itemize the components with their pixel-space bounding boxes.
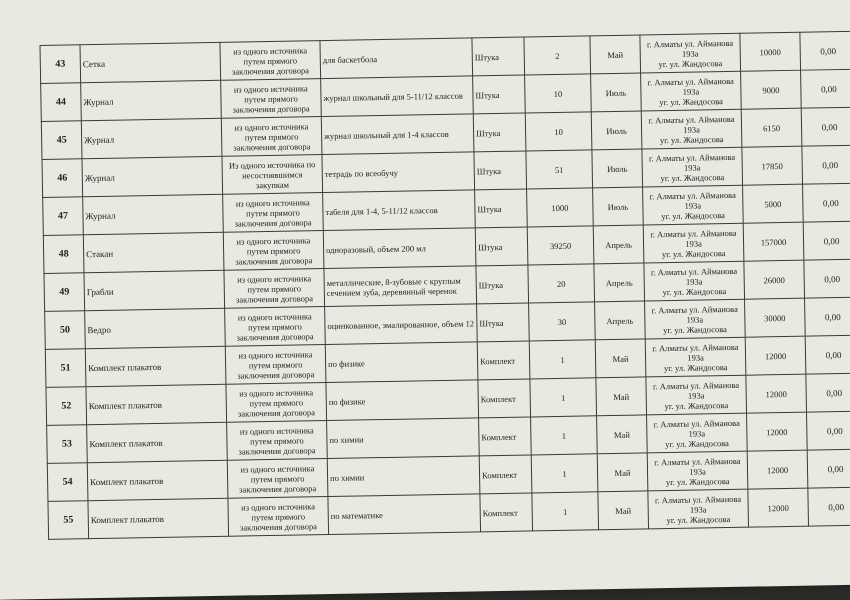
row-number: 48 <box>43 235 84 274</box>
delivery-address-line: г. Алматы ул. Айманова <box>652 341 739 353</box>
procurement-method-cell <box>225 307 326 347</box>
procurement-method-line: заключения договора <box>233 140 311 153</box>
amount: 157000 <box>743 222 804 261</box>
amount: 12000 <box>746 374 807 413</box>
procurement-method-line: путем прямого <box>246 206 300 218</box>
amount: 10000 <box>740 32 801 71</box>
delivery-month: Июль <box>591 73 642 112</box>
procurement-method-line: заключения договора <box>237 406 316 419</box>
delivery-address-line: 193а <box>682 85 700 97</box>
item-description: одноразовый, объем 200 мл <box>323 228 476 269</box>
delivery-address-line: 193а <box>686 313 704 325</box>
delivery-address-cell <box>640 33 741 73</box>
procurement-method-line: путем прямого <box>246 244 301 256</box>
amount: 12000 <box>748 488 809 527</box>
advance-amount: 0,00 <box>805 297 850 336</box>
delivery-address-line: 193а <box>688 427 706 439</box>
delivery-address-line: 193а <box>685 237 702 249</box>
item-name: Сетка <box>80 42 221 82</box>
procurement-method-line: заключения договора <box>235 254 313 267</box>
item-description: по математике <box>328 494 481 535</box>
delivery-address-line: г. Алматы ул. Айманова <box>652 379 740 391</box>
delivery-address-cell <box>643 223 744 263</box>
delivery-address-cell <box>646 375 747 415</box>
item-description: по физике <box>325 342 478 383</box>
delivery-month: Июль <box>592 149 643 188</box>
procurement-method-line: из одного источника <box>239 424 314 437</box>
row-number: 46 <box>42 159 83 198</box>
item-name: Журнал <box>81 80 222 120</box>
row-number: 44 <box>41 83 82 122</box>
procurement-method-line: путем прямого <box>250 434 304 446</box>
advance-amount: 0,00 <box>802 145 850 184</box>
unit-of-measure: Штука <box>475 227 528 266</box>
delivery-month: Май <box>596 377 647 416</box>
quantity: 1 <box>532 492 599 531</box>
delivery-address-line: г. Алматы ул. Айманова <box>647 75 734 87</box>
amount: 12000 <box>745 336 806 375</box>
item-description: табеля для 1-4, 5-11/12 классов <box>323 190 476 231</box>
procurement-method-line: из одного источника <box>239 386 314 399</box>
delivery-address-line: уг. ул. Жандосова <box>660 171 725 183</box>
delivery-month: Май <box>590 35 641 74</box>
unit-of-measure: Штука <box>475 189 528 228</box>
unit-of-measure: Комплект <box>480 493 533 532</box>
procurement-method-line: заключения договора <box>235 292 314 305</box>
delivery-address-line: г. Алматы ул. Айманова <box>650 227 737 239</box>
unit-of-measure: Штука <box>476 265 529 304</box>
row-number: 47 <box>43 197 84 236</box>
advance-amount: 0,00 <box>807 449 850 488</box>
item-name: Комплект плакатов <box>86 384 227 424</box>
procurement-method-cell <box>226 383 327 423</box>
procurement-method-line: путем прямого <box>249 396 304 408</box>
delivery-address-cell <box>645 337 746 377</box>
procurement-method-line: из одного источника <box>237 272 312 285</box>
advance-amount: 0,00 <box>808 487 850 526</box>
procurement-table <box>39 31 850 540</box>
row-number: 49 <box>44 273 85 312</box>
unit-of-measure: Штука <box>474 151 527 190</box>
procurement-method-line: путем прямого <box>250 472 305 484</box>
procurement-method-line: путем прямого <box>243 54 298 66</box>
delivery-address-line: г. Алматы ул. Айманова <box>646 37 734 49</box>
procurement-method-cell <box>223 231 324 271</box>
delivery-address-line: уг. ул. Жандосова <box>665 475 730 487</box>
quantity: 51 <box>526 150 593 189</box>
item-name: Журнал <box>82 156 223 196</box>
procurement-method-cell <box>223 193 324 233</box>
delivery-address-line: г. Алматы ул. Айманова <box>654 455 741 467</box>
item-name: Комплект плакатов <box>87 422 228 462</box>
delivery-address-cell <box>641 109 742 149</box>
delivery-address-line: уг. ул. Жандосова <box>659 95 723 107</box>
delivery-address-line: г. Алматы ул. Айманова <box>648 151 736 163</box>
procurement-method-line: заключения договора <box>239 520 318 533</box>
item-description: по химии <box>327 418 480 459</box>
advance-amount: 0,00 <box>803 183 850 222</box>
quantity: 1 <box>531 454 598 493</box>
procurement-method-line: путем прямого <box>244 130 299 142</box>
delivery-address-cell <box>644 261 745 301</box>
procurement-method-line: заключения договора <box>232 102 310 115</box>
row-number: 54 <box>47 463 88 502</box>
advance-amount: 0,00 <box>804 259 850 298</box>
advance-amount: 0,00 <box>801 107 850 146</box>
unit-of-measure: Комплект <box>478 379 531 418</box>
quantity: 10 <box>525 74 592 113</box>
delivery-address-cell <box>641 71 742 111</box>
procurement-method-cell <box>222 155 323 195</box>
delivery-month: Июль <box>591 111 642 150</box>
item-description: по физике <box>326 380 479 421</box>
procurement-method-line: из одного источника <box>233 44 308 57</box>
delivery-address-line: 193а <box>689 465 706 477</box>
item-name: Журнал <box>83 194 224 234</box>
delivery-address-line: г. Алматы ул. Айманова <box>653 417 740 429</box>
procurement-method-cell <box>225 345 326 385</box>
procurement-method-line: путем прямого <box>244 92 298 104</box>
delivery-address-line: 193а <box>683 123 700 135</box>
procurement-method-line: заключения договора <box>231 64 310 77</box>
delivery-month: Май <box>598 491 649 530</box>
item-name: Комплект плакатов <box>85 346 226 386</box>
item-name: Журнал <box>81 118 222 158</box>
delivery-month: Май <box>595 339 646 378</box>
item-name: Грабли <box>84 270 225 310</box>
advance-amount: 0,00 <box>800 31 850 70</box>
delivery-address-line: уг. ул. Жандосова <box>666 513 731 525</box>
procurement-method-line: заключения договора <box>236 330 314 343</box>
quantity: 1 <box>529 340 596 379</box>
quantity: 1 <box>530 378 597 417</box>
delivery-address-line: 193а <box>689 503 707 515</box>
delivery-address-cell <box>645 299 746 339</box>
delivery-month: Май <box>597 415 648 454</box>
procurement-method-line: несостоявшимся <box>242 168 303 180</box>
delivery-month: Апрель <box>595 301 646 340</box>
procurement-method-line: Из одного источника по <box>228 158 316 171</box>
delivery-address-line: 193а <box>687 389 705 401</box>
advance-amount: 0,00 <box>807 411 850 450</box>
procurement-method-line: заключения договора <box>238 444 316 457</box>
amount: 6150 <box>741 108 802 147</box>
quantity: 30 <box>529 302 596 341</box>
delivery-address-line: уг. ул. Жандосова <box>659 133 724 145</box>
item-description: по химии <box>327 456 480 497</box>
procurement-method-line: заключения договора <box>239 482 317 495</box>
procurement-method-line: из одного источника <box>237 310 312 323</box>
procurement-method-cell <box>221 79 322 119</box>
procurement-method-line: заключения договора <box>237 368 315 381</box>
advance-amount: 0,00 <box>806 373 850 412</box>
item-name: Ведро <box>85 308 226 348</box>
unit-of-measure: Комплект <box>479 417 532 456</box>
quantity: 20 <box>528 264 595 303</box>
item-name: Стакан <box>83 232 224 272</box>
procurement-method-line: путем прямого <box>248 320 302 332</box>
amount: 17850 <box>742 146 803 185</box>
item-description: оцинкованное, эмалированное, объем 12 <box>325 304 478 345</box>
delivery-month: Апрель <box>594 263 645 302</box>
procurement-method-line: путем прямого <box>248 358 303 370</box>
item-description: журнал школьный для 1-4 классов <box>321 114 474 155</box>
row-number: 51 <box>45 349 86 388</box>
delivery-address-cell <box>642 147 743 187</box>
delivery-address-line: уг. ул. Жандосова <box>663 361 728 373</box>
delivery-address-line: уг. ул. Жандосова <box>661 209 725 221</box>
procurement-method-cell <box>224 269 325 309</box>
procurement-method-line: из одного источника <box>240 462 315 475</box>
amount: 26000 <box>744 260 805 299</box>
procurement-method-line: путем прямого <box>247 282 302 294</box>
delivery-address-cell <box>643 185 744 225</box>
amount: 12000 <box>747 412 808 451</box>
delivery-address-line: г. Алматы ул. Айманова <box>654 493 742 505</box>
quantity: 2 <box>524 36 591 75</box>
delivery-address-line: 193а <box>684 199 702 211</box>
row-number: 43 <box>40 45 81 84</box>
delivery-address-line: г. Алматы ул. Айманова <box>648 113 735 125</box>
procurement-method-cell <box>228 497 329 537</box>
amount: 30000 <box>745 298 806 337</box>
item-name: Комплект плакатов <box>87 460 228 500</box>
quantity: 1 <box>531 416 598 455</box>
unit-of-measure: Штука <box>473 113 526 152</box>
delivery-address-line: 193а <box>681 47 699 59</box>
quantity: 39250 <box>527 226 594 265</box>
row-number: 52 <box>46 387 87 426</box>
procurement-method-line: из одного источника <box>236 234 311 247</box>
quantity: 1000 <box>527 188 594 227</box>
quantity: 10 <box>525 112 592 151</box>
item-description: для баскетбола <box>320 38 473 79</box>
unit-of-measure: Комплект <box>479 455 532 494</box>
delivery-address-line: г. Алматы ул. Айманова <box>650 265 738 277</box>
delivery-address-line: 193а <box>685 275 703 287</box>
delivery-address-cell <box>647 451 748 491</box>
advance-amount: 0,00 <box>805 335 850 374</box>
delivery-address-line: уг. ул. Жандосова <box>658 57 723 69</box>
delivery-address-line: 193а <box>683 161 701 173</box>
unit-of-measure: Штука <box>477 303 530 342</box>
delivery-address-cell <box>647 413 748 453</box>
amount: 9000 <box>741 70 802 109</box>
procurement-method-line: закупкам <box>255 179 290 190</box>
procurement-method-line: из одного источника <box>234 120 309 133</box>
delivery-address-line: г. Алматы ул. Айманова <box>649 189 736 201</box>
procurement-method-cell <box>221 117 322 157</box>
procurement-method-cell <box>227 421 328 461</box>
delivery-address-line: уг. ул. Жандосова <box>662 285 727 297</box>
delivery-address-line: уг. ул. Жандосова <box>663 323 727 335</box>
procurement-method-line: путем прямого <box>251 510 306 522</box>
delivery-address-line: г. Алматы ул. Айманова <box>651 303 738 315</box>
procurement-method-line: из одного источника <box>233 82 308 95</box>
row-number: 50 <box>45 311 86 350</box>
item-description: тетрадь по всеобучу <box>322 152 475 193</box>
row-number: 55 <box>48 501 89 540</box>
row-number: 45 <box>41 121 82 160</box>
delivery-address-line: 193а <box>687 351 704 363</box>
advance-amount: 0,00 <box>803 221 850 260</box>
unit-of-measure: Комплект <box>477 341 530 380</box>
table-body <box>40 31 850 539</box>
item-name: Комплект плакатов <box>88 498 229 538</box>
delivery-month: Май <box>597 453 648 492</box>
delivery-address-line: уг. ул. Жандосова <box>665 437 729 449</box>
delivery-month: Апрель <box>593 225 644 264</box>
amount: 5000 <box>743 184 804 223</box>
unit-of-measure: Штука <box>473 75 526 114</box>
procurement-method-line: заключения договора <box>234 216 312 229</box>
procurement-method-line: из одного источника <box>235 196 310 209</box>
row-number: 53 <box>47 425 88 464</box>
procurement-method-line: из одного источника <box>238 348 313 361</box>
item-description: журнал школьный для 5-11/12 классов <box>321 76 474 117</box>
procurement-method-cell <box>220 41 321 81</box>
item-description: металлические, 8-зубовые с круглым сечением зуба, деревянный черенок <box>324 266 477 307</box>
delivery-month: Июль <box>593 187 644 226</box>
amount: 12000 <box>747 450 808 489</box>
procurement-method-cell <box>227 459 328 499</box>
delivery-address-line: уг. ул. Жандосова <box>664 399 729 411</box>
procurement-method-line: из одного источника <box>241 500 316 513</box>
unit-of-measure: Штука <box>472 37 525 76</box>
delivery-address-cell <box>648 489 749 529</box>
delivery-address-line: уг. ул. Жандосова <box>661 247 726 259</box>
advance-amount: 0,00 <box>801 69 850 108</box>
